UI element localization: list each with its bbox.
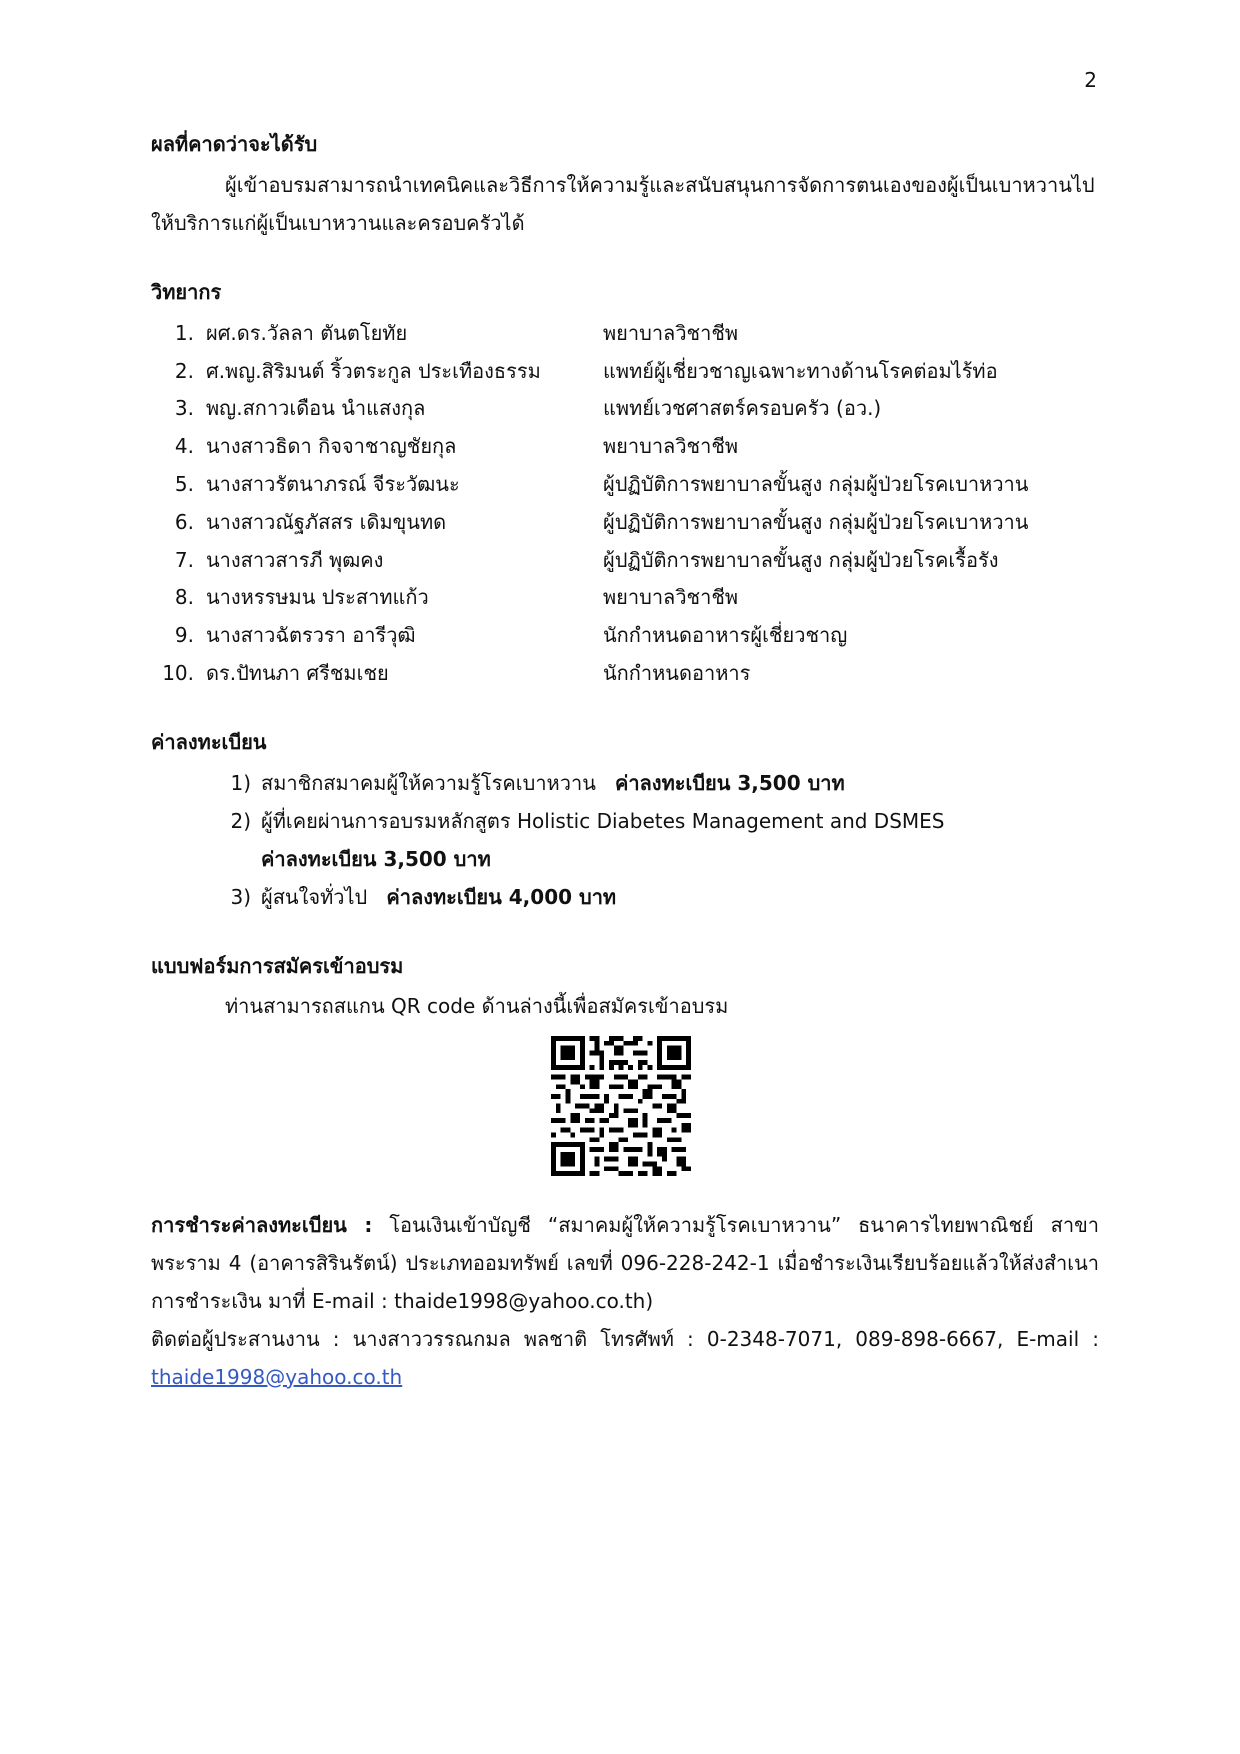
expected-results-heading: ผลที่คาดว่าจะได้รับ <box>151 132 318 156</box>
fee-number: 1) <box>230 770 251 795</box>
speaker-row <box>151 465 1099 503</box>
speaker-role: ผู้ปฏิบัติการพยาบาลขั้นสูง กลุ่มผู้ป่วยโรคเบาหวาน <box>603 509 1029 534</box>
fee-text <box>261 764 845 802</box>
speaker-number: 10. <box>162 661 194 686</box>
speaker-name: นางสาวธิดา กิจจาชาญชัยกุล <box>206 434 457 459</box>
speakers-heading: วิทยากร <box>151 280 222 304</box>
speakers-list <box>151 314 1099 692</box>
speaker-row <box>151 352 1099 390</box>
page-number: 2 <box>1084 68 1097 92</box>
fee-description: ผู้ที่เคยผ่านการอบรมหลักสูตร Holistic Diabetes Management and DSMES <box>261 808 945 833</box>
payment-label: การชำระค่าลงทะเบียน : <box>151 1212 373 1237</box>
speaker-row <box>151 616 1099 654</box>
registration-heading: แบบฟอร์มการสมัครเข้าอบรม <box>151 953 404 978</box>
fee-number: 2) <box>230 808 251 833</box>
speaker-row <box>151 654 1099 692</box>
speaker-role: พยาบาลวิชาชีพ <box>603 585 739 610</box>
fee-item <box>151 764 1099 802</box>
fee-amount: ค่าลงทะเบียน 3,500 บาท <box>261 846 491 871</box>
speaker-number: 3. <box>174 396 194 421</box>
speaker-name: พญ.สกาวเดือน นำแสงกุล <box>206 396 426 421</box>
speaker-number: 5. <box>174 472 194 497</box>
expected-results-section <box>151 128 1099 242</box>
fee-amount: ค่าลงทะเบียน 4,000 บาท <box>386 884 617 909</box>
fee-item <box>151 802 1099 878</box>
speaker-row <box>151 503 1099 541</box>
speaker-row <box>151 579 1099 617</box>
speaker-row <box>151 314 1099 352</box>
speaker-role: นักกำหนดอาหาร <box>603 661 751 686</box>
document-content <box>151 128 1099 1396</box>
speaker-number: 4. <box>174 434 194 459</box>
expected-results-body: ผู้เข้าอบรมสามารถนำเทคนิคและวิธีการให้ความรู้และสนับสนุนการจัดการตนเองของผู้เป็นเบาหวานไปให้บริการแก่ผู้เป็นเบาหวานและครอบครัวได้ <box>151 173 1095 235</box>
qr-code[interactable] <box>551 1036 691 1176</box>
speaker-row <box>151 541 1099 579</box>
contact-text: ติดต่อผู้ประสานงาน : นางสาววรรณกมล พลชาติ โทรศัพท์ : 0-2348-7071, 089-898-6667, E-mail : <box>151 1326 1099 1351</box>
payment-section <box>151 1206 1099 1396</box>
fee-text <box>261 802 945 878</box>
speaker-name: นางหรรษมน ประสาทแก้ว <box>206 585 429 610</box>
fees-list <box>151 764 1099 916</box>
speaker-number: 8. <box>174 585 194 610</box>
speaker-name: ศ.พญ.สิริมนต์ ริ้วตระกูล ประเทืองธรรม <box>206 358 541 383</box>
speaker-row <box>151 390 1099 428</box>
fees-heading: ค่าลงทะเบียน <box>151 729 267 754</box>
fees-section <box>151 726 1099 916</box>
speaker-role: นักกำหนดอาหารผู้เชี่ยวชาญ <box>603 623 848 648</box>
speaker-name: ผศ.ดร.วัลลา ตันตโยทัย <box>206 320 408 345</box>
registration-instruction: ท่านสามารถสแกน QR code ด้านล่างนี้เพื่อสมัครเข้าอบรม <box>225 993 729 1018</box>
speaker-number: 6. <box>174 509 194 534</box>
expected-results-text <box>151 166 1099 242</box>
qr-code-graphic <box>551 1036 691 1176</box>
speaker-name: นางสาวณัฐภัสสร เดิมขุนทด <box>206 509 447 534</box>
fee-text <box>261 878 616 916</box>
fee-item <box>151 878 1099 916</box>
speaker-number: 7. <box>174 547 194 572</box>
speaker-name: นางสาวสารภี พุฒคง <box>206 547 384 572</box>
payment-info <box>151 1206 1099 1320</box>
fee-description: สมาชิกสมาคมผู้ให้ความรู้โรคเบาหวาน <box>261 770 615 795</box>
fee-number: 3) <box>230 884 251 909</box>
speaker-number: 1. <box>174 320 194 345</box>
speaker-name: นางสาวฉัตรวรา อารีวุฒิ <box>206 623 416 648</box>
speaker-name: ดร.ปัทนภา ศรีชมเชย <box>206 661 389 686</box>
speaker-role: แพทย์เวชศาสตร์ครอบครัว (อว.) <box>603 396 882 421</box>
payment-text: โอนเงินเข้าบัญชี “สมาคมผู้ให้ความรู้โรคเบาหวาน” ธนาคารไทยพาณิชย์ สาขาพระราม 4 (อาคารสิรินรัตน์) ประเภทออมทรัพย์ เลขที่ 096-228-242-1 เมื่อชำระเงินเรียบร้อยแล้วให้ส่งสำเนาการชำระเงิน มาที่ E-mail : thaide1998@yahoo.co.th) <box>151 1212 1100 1313</box>
contact-email-link[interactable]: thaide1998@yahoo.co.th <box>151 1364 403 1389</box>
fee-amount: ค่าลงทะเบียน 3,500 บาท <box>614 770 845 795</box>
contact-info <box>151 1320 1099 1396</box>
speakers-section <box>151 276 1099 692</box>
fee-description: ผู้สนใจทั่วไป <box>261 884 387 909</box>
speaker-role: ผู้ปฏิบัติการพยาบาลขั้นสูง กลุ่มผู้ป่วยโรคเรื้อรัง <box>603 547 999 572</box>
speaker-role: แพทย์ผู้เชี่ยวชาญเฉพาะทางด้านโรคต่อมไร้ท่อ <box>603 358 998 383</box>
speaker-name: นางสาวรัตนาภรณ์ จีระวัฒนะ <box>206 472 460 497</box>
speaker-number: 2. <box>174 358 194 383</box>
speaker-role: พยาบาลวิชาชีพ <box>603 434 739 459</box>
speaker-role: ผู้ปฏิบัติการพยาบาลขั้นสูง กลุ่มผู้ป่วยโรคเบาหวาน <box>603 472 1029 497</box>
speaker-number: 9. <box>174 623 194 648</box>
speaker-row <box>151 427 1099 465</box>
registration-section <box>151 950 1099 1176</box>
speaker-role: พยาบาลวิชาชีพ <box>603 320 739 345</box>
